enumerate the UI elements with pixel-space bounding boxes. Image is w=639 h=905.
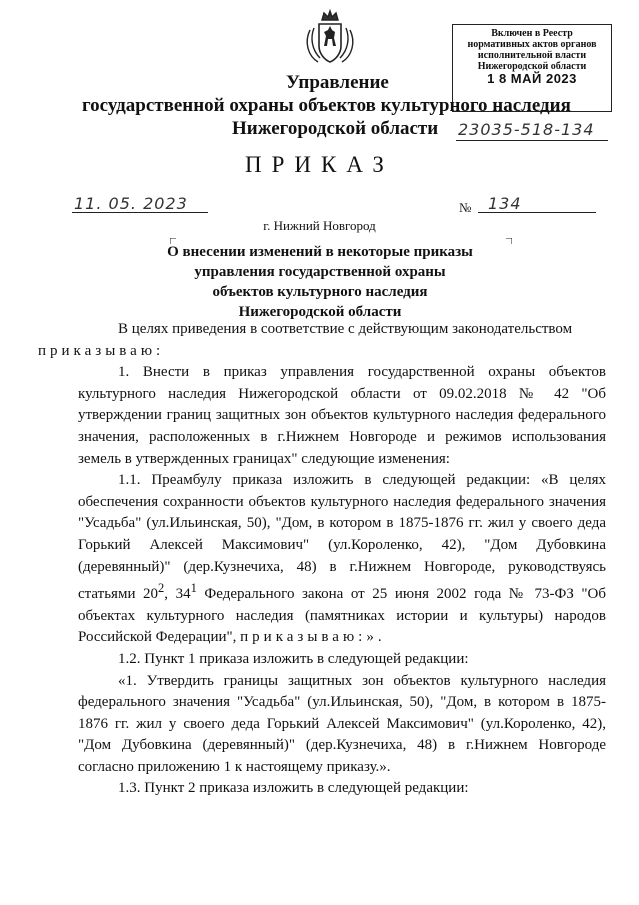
document-body: [38, 319, 606, 800]
paragraph-text: Федерального закона от 25 июня 2002 года № 73-ФЗ "Об объектах культурного наследия (памятниках истории и культуры) народов Российской Федерации",: [78, 586, 606, 646]
stamp-line: Включен в Реестр: [491, 28, 573, 39]
title-line: Нижегородской области: [238, 304, 402, 320]
title-line: О внесении изменений в некоторые приказы: [167, 244, 473, 260]
paragraph: [38, 319, 606, 362]
org-name-line2: государственной охраны объектов культурного наследия: [82, 95, 571, 116]
superscript: 2: [158, 581, 165, 596]
paragraph: 1.3. Пункт 2 приказа изложить в следующей редакции:: [118, 780, 469, 797]
paragraph: «1. Утвердить границы защитных зон объектов культурного наследия федерального значения "Усадьба" (ул.Ильинская, 50), "Дом, в котором в 1875-1876 гг. жил у своего деда Горький Алексей Максимович" (ул.Короленко, 42), "Дом Дубовкина (деревянный)" (дер.Кузнечиха, 48) в г.Нижнем Новгороде согласно приложению 1 к настоящему приказу.».: [78, 672, 606, 775]
city: г. Нижний Новгород: [263, 218, 376, 233]
stamp-line: нормативных актов органов: [467, 39, 597, 50]
registry-number: 23035-518-134: [458, 120, 595, 139]
date-underline: [72, 212, 208, 213]
document-number: 134: [488, 194, 522, 213]
divider: [456, 140, 608, 141]
paragraph: 1.2. Пункт 1 приказа изложить в следующей редакции:: [118, 650, 469, 667]
superscript: 1: [190, 581, 197, 596]
stamp-date: 1 8 МАЙ 2023: [487, 71, 577, 86]
paragraph-text: , 34: [164, 586, 191, 603]
title-line: объектов культурного наследия: [212, 284, 428, 300]
order-word: приказываю:: [38, 342, 165, 359]
document-date: 11. 05. 2023: [74, 194, 188, 213]
title-line: управления государственной охраны: [194, 264, 446, 280]
org-name-line3: Нижегородской области: [232, 118, 439, 139]
number-underline: [478, 212, 596, 213]
order-word: приказываю:».: [240, 629, 386, 646]
document-type: ПРИКАЗ: [245, 152, 394, 177]
coat-of-arms-icon: [302, 8, 358, 66]
document-title: [150, 242, 490, 322]
paragraph-text: В целях приведения в соответствие с действующим законодательством: [118, 321, 573, 337]
corner-mark-icon: [506, 238, 512, 244]
stamp-line: Нижегородской области: [477, 61, 587, 72]
paragraph: 1. Внести в приказ управления государственной охраны объектов культурного наследия Нижегородской области от 09.02.2018 № 42 "Об утверждении границ защитных зон объектов культурного наследия федерального значения, расположенных в г.Нижнем Новгороде и режимов использования земель в утвержденных границах" следующие изменения:: [78, 364, 606, 467]
paragraph: [78, 470, 606, 649]
paragraph-text: 1.1. Преамбулу приказа изложить в следующей редакции: «В целях обеспечения сохранности объектов культурного наследия федерального значения "Усадьба" (ул.Ильинская, 50), "Дом, в котором в 1875-1876 гг. жил у своего деда Горький Алексей Максимович" (ул.Короленко, 42), "Дом Дубовкина (деревянный)" (дер.Кузнечиха, 48) в г.Нижнем Новгороде, руководствуясь статьями 20: [78, 472, 606, 603]
org-name-line1: Управление: [286, 72, 389, 93]
number-label: №: [459, 200, 472, 215]
stamp-line: исполнительной власти: [477, 50, 587, 61]
